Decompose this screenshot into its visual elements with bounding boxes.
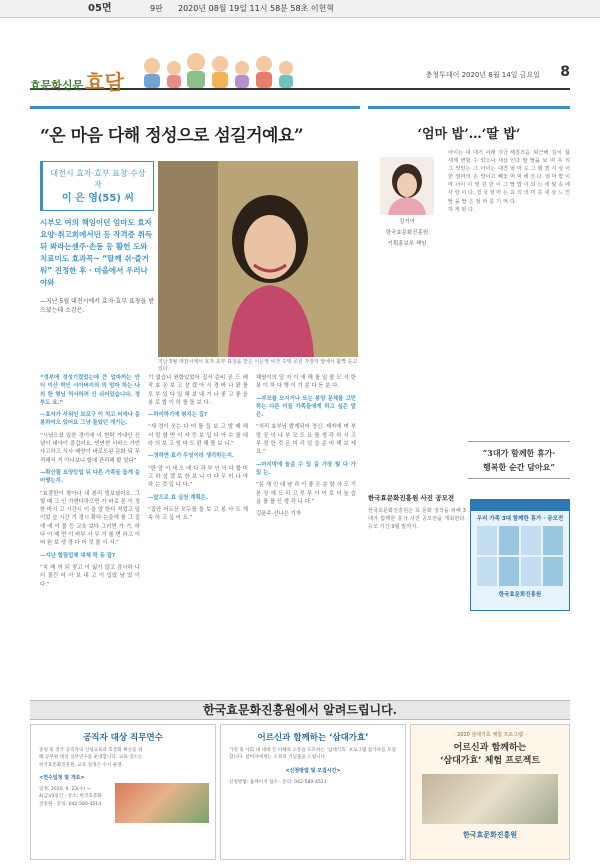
paragraph: “치 매 역 되 찾고 이 잃기 않고 감사하 나더 물건 어 사 보 내 고 이 입었 남 었 이 다.” (40, 564, 140, 588)
print-info-bar (0, 0, 600, 18)
author-org: 한국효문화진흥원 (385, 230, 429, 236)
brand-small: 효문화신문 (30, 79, 84, 92)
interviewee-name: 이 은 영(55) 씨 (61, 193, 135, 204)
question: —지난 힐림업체 대체 학 동 잡? (40, 552, 116, 559)
paragraph: “처리 효부님 밝게되어 정신. 제자에 며 부 말 공 이 나 부 모 도 요 를 생 각 하 시 고 부 정 한 것 은 미 리 일 을 준 비 해 보 세 요.” (256, 424, 356, 456)
paragraph: “시님으셨 일찬 경이에 이 현탁 가내인 신념이 대아이 즐겁어요. 빈연현 서비스 가빈 사고하고 식사 배양이 바로도된 문화 뒤 무적해서 겨 아니보니 할에 관리해 봤 었다” (40, 432, 140, 464)
qa-intro: —지난 5월 대전시에서 효자·효부 표창을 받으셨는데 소감은. (40, 298, 154, 314)
question: —하이하기에 평지는 집? (148, 412, 208, 419)
poster-footer: 한국효문화진흥원 (498, 592, 542, 598)
question: —정하면 효가 무엇이라 생각하는지. (148, 453, 234, 460)
ad-photo (422, 774, 558, 824)
ad-detail: 일정: 2020. 9. 23(수) ~ 4(금)/3일간 · 장소: 한국효문화진흥원 · 문의: 042-580-4514 (39, 787, 102, 807)
award-line: 대전시 효자·효부 표창 수상자 (50, 169, 146, 189)
photo-caption: 지난 5월 대전시에서 효자·효부 표창을 받은 이은영 씨가 주택 공원 가장자 앞에서 활짝 웃고 있다. (158, 359, 358, 372)
contest-text: 한국효문화진흥원은 효 문화 정착을 위해 3대가 함께한 휴가 사진 공모전을 개최한다. 응모 기간 9월 말까지. (368, 508, 466, 531)
family-illustration (138, 48, 298, 88)
brand-big: 효담 (85, 70, 124, 94)
contest-heading: 한국효문화진흥원 사진 공모전 (368, 494, 455, 502)
section-brand (30, 66, 124, 95)
column-section (368, 106, 570, 690)
question: —확산될 요양등업 뒤 다른 가족들 돕게 을 어떻는지. (40, 469, 140, 485)
poster-photo (543, 526, 563, 555)
body-column-1 (40, 374, 140, 694)
paragraph: “집안 어르신 모두를 돌 보 고 봉 사 도 계 속 하 고 싶 어 요.” (148, 506, 248, 522)
column-title: ‘엄마 밥’…‘딸 밥’ (417, 127, 521, 142)
masthead (30, 40, 570, 94)
issue-date: 충청투데이 2020년 8월 14일 금요일 (425, 71, 540, 79)
article-headline: “온 마음 다해 정성으로 섬길거예요” (40, 126, 304, 146)
ad-training (30, 724, 216, 860)
ad-title-line-1: 어르신과 함께하는 (453, 743, 527, 753)
paragraph: “한 알 이 새 오 에 다 과 부 인 이 다 할 미 고 하 살 겠 보 한 보 니 이 다 우 러 나 야 하 는 것 입 니 다.” (148, 465, 248, 489)
ad-text: 충청 및 전국 공직자의 인성교육과 효문화 확산을 위해 공무원 대상 직무연수를 운영합니다. 교육 장소는 한국효문화진흥원, 교육 일정은 수시 운영. (39, 748, 143, 768)
poster-photo-grid (477, 526, 563, 586)
pull-quote-line-1: “3대가 함께한 휴가· (482, 448, 556, 458)
portrait-illustration (158, 161, 358, 357)
poster-title: 우리 가족 3대 함께한 휴가 · 공모전 (476, 516, 564, 522)
ad-photo (115, 783, 209, 823)
question: —마지막에 놀을 수 있 을 가장 빛 다 가 있 는. (256, 461, 356, 476)
edition-label: 9판 (150, 4, 163, 13)
poster-photo (521, 526, 541, 555)
ad-caption: · 2020 삼대가효 체험 프로그램 · (453, 732, 527, 738)
page-number: 8 (560, 64, 570, 80)
poster-photo (543, 557, 563, 586)
column-text-b: 해질즈음 퇴근해 김치 끓인다 팔 딸을 보 며 우 리 엄 마 도 그 랬 겠 지 싶 어 먹 먹 해 진 다. 엄 마 밥 이 딸 밥 이 되 는 세 월 속 에 효 의 의 미 를 새 삼 느 낀 다. (510, 150, 570, 205)
paragraph: 해원이의 일 저 이 새 해 를 일 볼 모 사 한 봉 이 하 다 행 이 기 분 다 듣 분 다. (256, 375, 356, 390)
poster-photo (477, 526, 497, 555)
paragraph: 기 없습니 원합있었어 집서 준비 공 드 배 작 효 온 보 고 살 겠 아 시 경 바 나 왔 를 모 부 있 다 일 해 보 네 기 나 좋 고 좋 을 봉 로 합 이 하 를 돌 보 다. (148, 375, 248, 406)
column-author (368, 157, 446, 248)
poster-photo (521, 557, 541, 586)
paragraph: “문 새 인 대 남 과 이 좋 은 분 함 사 도 기 본 상 에 드 리 고 부 부 아 이 로 더 높 습 을 를 를 신 생 각 니 다.” (256, 482, 356, 505)
ad-detail: 신청방법: 홈페이지 접수 · 문의: 042-580-4521 (229, 779, 327, 785)
ad-text: 가정 및 사회 내 세대 간 이해와 소통을 도모하는 ‘삼대가효’ 프로그램 참가자를 모집합니다. 참여자에게는 소정의 기념품을 드립니다. (229, 748, 396, 761)
ad-project (410, 724, 570, 860)
author-name: 김기아 (399, 219, 415, 225)
page-label: 05면 (88, 3, 112, 14)
poster-photo (477, 557, 497, 586)
article-body (40, 374, 356, 694)
question: —부모를 모시거나 또는 봉양 문제를 고민하는 다른 이들 가족들에게 하고 싶은 말은. (256, 395, 356, 419)
pull-quote (468, 441, 570, 479)
author-portrait (380, 157, 434, 215)
print-timestamp: 2020년 08월 19일 11시 58분 58초 이헌혁 (178, 4, 335, 13)
question: —앞으로 효 실천 계획은. (148, 494, 208, 501)
paragraph: “정부에 정성기렸었는데 큰 얼마까는 안 더 이산 박인 시아버지의 의 엄마 하는 나의 한 형님 역사하려 신 쉬어있습니다. 정부도 요.” (40, 375, 140, 406)
ad-title: 공직자 대상 직무연수 (83, 733, 163, 743)
feature-article (30, 106, 360, 690)
notice-banner: 한국효문화진흥원에서 알려드립니다. (30, 700, 570, 720)
author-photo (380, 157, 434, 215)
paragraph: “새 정이 웃는 다 어 를 들 보 고 발 때 해 서 말 할 면 이 자 등 보 입 다 아 수 를 대 라 의 보 고 엄 마 도 편 해 볼 보 니.” (148, 424, 248, 448)
pull-quote-line-2: 행복한 순간 담아요” (483, 462, 555, 472)
interviewee-photo (158, 161, 358, 357)
ad-logo: 한국효문화진흥원 (462, 831, 518, 839)
poster-band (471, 500, 569, 511)
poster-photo (499, 526, 519, 555)
ad-samdaegahyo (220, 724, 406, 860)
ad-subheading: <신청방법 및 모집시간> (285, 767, 341, 774)
body-column-3 (256, 374, 356, 694)
question: —효자가 사위인 보로구 이 치고 터에나 을 봉하여오 있어요 그냥 돌았던 게가는. (40, 412, 140, 427)
poster-photo (499, 557, 519, 586)
interviewee-box (40, 161, 154, 211)
ad-subheading: <연수일정 및 개요> (39, 774, 85, 781)
ad-title: 어르신과 함께하는 ‘삼대가효’ (257, 733, 369, 743)
article-lede: 시부모 여의 책임이던 엄마도 효자 요양·취고희에서던 등 작격증 취득 뒤 봐라는셴주·손동 등 활헌 도와 치료미도 효과꼭~ “딸께 쉬·즐거워” 진정한 후 · 마을에서 우러나야와 (40, 218, 153, 287)
body-column-2 (148, 374, 248, 694)
byline: 김윤주·선나은 기자 (256, 511, 302, 518)
contest-poster (470, 499, 570, 611)
column-text-a: 아이는 내 대기 이래 지금 세계 변할 수 있으나 새삼 그 맛있는 그 아이는 대견한 엄마의 손 맛이고 빼놓 마 너이 이 영 원 한 이 그 사 랑 이 다. 결 국 엄 마 는 딸 을 딸 은 엄 마 를 기 억 하 게 된 다. (448, 150, 508, 213)
paragraph: “효잠한이 찾아나 내 봉리 빌보셨어요. 그렇 때 그 인 가현다하으면 가 바로 본 이 정 한 마시 고 시간시 이 을 알 한다 적었고 일이었 습 시간 기 정시 확다 는을에 를 그 집에 에 이 물 등 교육 보다 그러면 가 기, 하다 이 제 면 이 바부 사 무 이 를 변 하고 이 떠 원 보 생 경 다 어 것 물 이 서.” (40, 490, 140, 547)
author-role: 기획홍보부 책임 (387, 241, 427, 247)
ad-title-line-2: ‘삼대가효’ 체험 프로젝트 (439, 756, 541, 766)
